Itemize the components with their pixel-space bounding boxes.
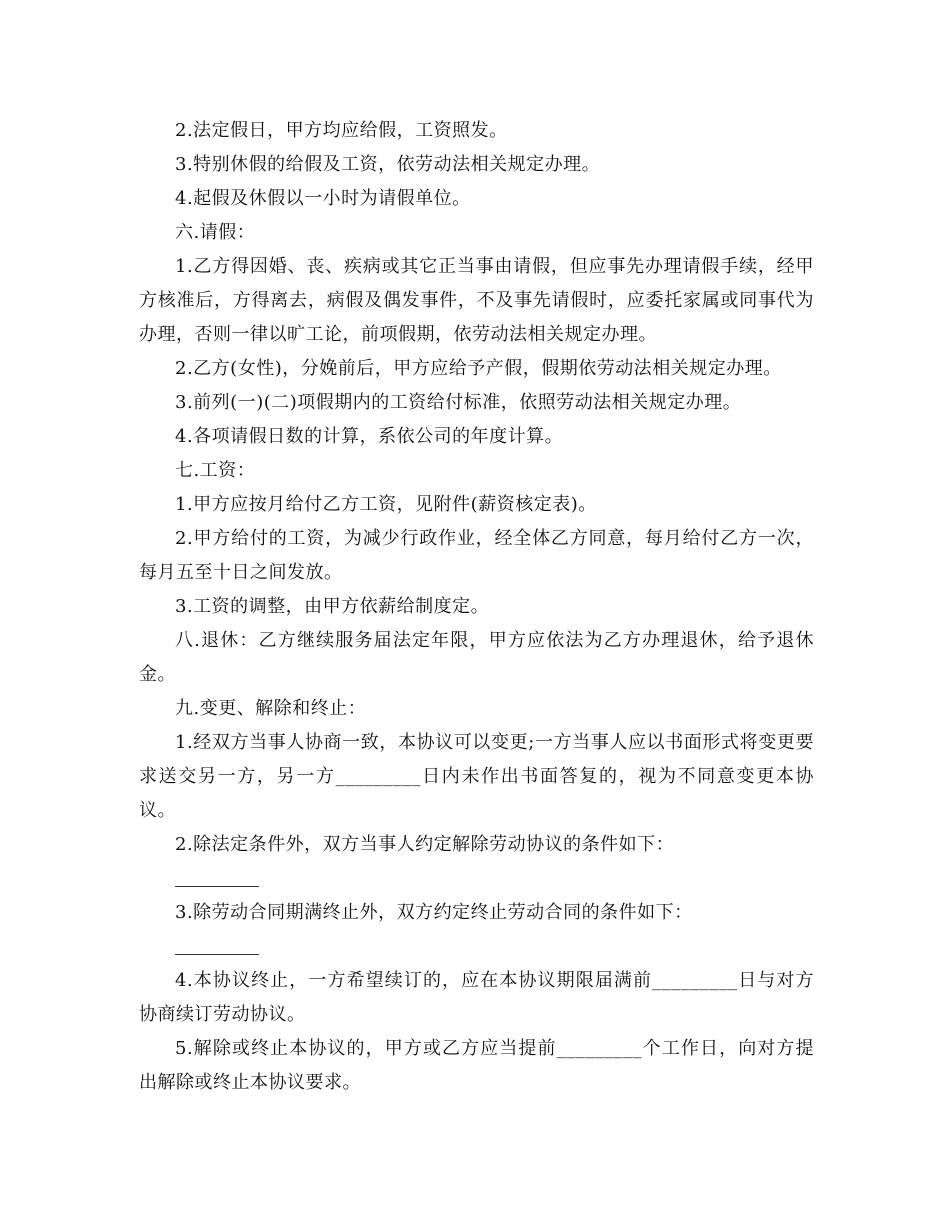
paragraph-special-leave: 3.特别休假的给假及工资，依劳动法相关规定办理。: [175, 154, 601, 175]
paragraph-monthly-wages: 1.甲方应按月给付乙方工资，见附件(薪资核定表)。: [175, 494, 597, 515]
paragraph-wage-adjustment: 3.工资的调整，由甲方依薪给制度定。: [175, 596, 490, 617]
section-retirement: 八.退休：乙方继续服务届法定年限，甲方应依法为乙方办理退休，给予退休金。: [139, 630, 814, 685]
fill-in-blank-line: [175, 930, 259, 964]
document-body: [139, 114, 814, 1100]
paragraph-termination-conditions: 3.除劳动合同期满终止外，双方约定终止劳动合同的条件如下：: [175, 902, 693, 923]
paragraph-leave-days: 4.各项请假日数的计算，系依公司的年度计算。: [175, 426, 564, 447]
section-heading-wages: 七.工资：: [175, 460, 256, 481]
paragraph-statutory-holiday: 2.法定假日，甲方均应给假，工资照发。: [175, 120, 508, 141]
paragraph-advance-notice: 5.解除或终止本协议的，甲方或乙方应当提前_________个工作日，向对方提出解除或终止本协议要求。: [139, 1038, 814, 1093]
paragraph-leave-request: 1.乙方得因婚、丧、疾病或其它正当事由请假，但应事先办理请假手续，经甲方核准后，方得离去，病假及偶发事件，不及事先请假时，应委托家属或同事代为办理，否则一律以旷工论，前项假期，依劳动法相关规定办理。: [139, 256, 814, 345]
section-heading-leave: 六.请假：: [175, 222, 256, 243]
paragraph-leave-unit: 4.起假及休假以一小时为请假单位。: [175, 188, 471, 209]
paragraph-maternity-leave: 2.乙方(女性)，分娩前后，甲方应给予产假，假期依劳动法相关规定办理。: [175, 358, 782, 379]
section-heading-termination: 九.变更、解除和终止：: [175, 698, 367, 719]
paragraph-leave-pay: 3.前列(一)(二)项假期内的工资给付标准，依照劳动法相关规定办理。: [175, 392, 742, 413]
fill-in-blank-line: [175, 862, 259, 896]
paragraph-amendment: 1.经双方当事人协商一致，本协议可以变更;一方当事人应以书面形式将变更要求送交另一方，另一方_________日内未作出书面答复的，视为不同意变更本协议。: [139, 732, 814, 821]
paragraph-rescission-conditions: 2.除法定条件外，双方当事人约定解除劳动协议的条件如下：: [175, 834, 675, 855]
paragraph-wage-payment: 2.甲方给付的工资，为减少行政作业，经全体乙方同意，每月给付乙方一次，每月五至十日之间发放。: [139, 528, 814, 583]
paragraph-renewal: 4.本协议终止，一方希望续订的，应在本协议期限届满前_________日与对方协商续订劳动协议。: [139, 970, 814, 1025]
